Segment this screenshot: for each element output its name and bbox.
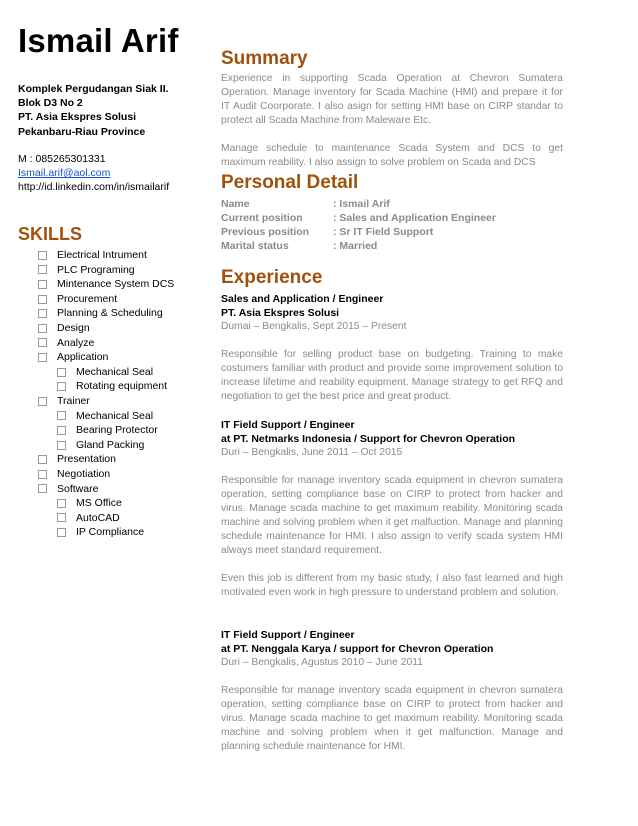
job-company: at PT. Netmarks Indonesia / Support for Chevron Operation — [221, 433, 516, 445]
bullet-box-icon — [38, 484, 47, 493]
skill-subitem — [57, 379, 174, 394]
skill-subitem — [57, 525, 174, 540]
detail-row — [221, 211, 496, 225]
detail-label: Previous position — [221, 226, 310, 238]
contact-block — [18, 152, 169, 195]
skill-label: Gland Packing — [76, 438, 145, 451]
bullet-box-icon — [57, 368, 66, 377]
address-line: Blok D3 No 2 — [18, 97, 83, 110]
skill-label: IP Compliance — [76, 526, 145, 539]
bullet-box-icon — [38, 265, 47, 274]
summary-paragraph: Experience in supporting Scada Operation at Chevron Sumatera Operation. Manage inventory for Scada Machine (HMI) and prepare it for IT Audit Coorporate. I also asign for setting HMI base on CIRP standar to protect all Scada Machine from Maleware Etc. — [221, 73, 563, 126]
skill-label: Procurement — [57, 292, 118, 305]
linkedin-url: http://id.linkedin.com/in/ismailarif — [18, 181, 170, 194]
skill-label: AutoCAD — [76, 511, 120, 524]
skill-label: Application — [57, 351, 109, 364]
bullet-box-icon — [38, 455, 47, 464]
experience-heading: Experience — [221, 267, 323, 288]
bullet-box-icon — [38, 251, 47, 260]
skill-label: Mechanical Seal — [76, 365, 154, 378]
detail-value: : Ismail Arif — [333, 198, 390, 210]
bullet-box-icon — [38, 309, 47, 318]
skill-label: Negotiation — [57, 467, 111, 480]
bullet-box-icon — [57, 528, 66, 537]
skill-item — [38, 350, 174, 365]
skill-item — [38, 321, 174, 336]
skill-label: Planning & Scheduling — [57, 307, 163, 320]
job-title: Sales and Application / Engineer — [221, 293, 384, 305]
skill-label: Rotating equipment — [76, 380, 168, 393]
skill-item — [38, 263, 174, 278]
skill-label: Electrical Intrument — [57, 249, 147, 261]
skill-item — [38, 248, 174, 263]
detail-row — [221, 197, 496, 211]
skill-subitem — [57, 438, 174, 453]
bullet-box-icon — [57, 411, 66, 420]
skills-list — [38, 248, 174, 540]
skill-label: Software — [57, 482, 99, 495]
address-line: PT. Asia Ekspres Solusi — [18, 111, 137, 124]
summary-paragraph: Manage schedule to maintenance Scada System and DCS to get maximum reability. I also assign to solve problem on Scada and DCS — [221, 143, 563, 168]
job-period: Dumai – Bengkalis, Sept 2015 – Present — [221, 321, 407, 332]
resume-name: Ismail Arif — [18, 22, 179, 59]
skill-subitem — [57, 511, 174, 526]
job-company: PT. Asia Ekspres Solusi — [221, 307, 340, 319]
skill-label: MS Office — [76, 497, 122, 510]
bullet-box-icon — [57, 499, 66, 508]
detail-row — [221, 239, 496, 253]
job-period: Duri – Bengkalis, Agustus 2010 – June 2011 — [221, 657, 423, 668]
skills-heading: SKILLS — [18, 224, 83, 244]
skill-item — [38, 394, 174, 409]
skill-label: PLC Programing — [57, 263, 135, 276]
summary-heading: Summary — [221, 48, 308, 69]
email-link[interactable]: Ismail.arif@aol.com — [18, 167, 111, 180]
skill-label: Analyze — [57, 336, 95, 349]
skill-item — [38, 467, 174, 482]
job-company: at PT. Nenggala Karya / support for Chevron Operation — [221, 643, 494, 655]
detail-value: : Married — [333, 240, 378, 252]
skill-subitem — [57, 423, 174, 438]
job-period: Duri – Bengkalis, June 2011 – Oct 2015 — [221, 447, 403, 458]
skill-label: Mintenance System DCS — [57, 278, 175, 291]
skill-item — [38, 292, 174, 307]
skill-label: Mechanical Seal — [76, 409, 154, 422]
detail-value: : Sales and Application Engineer — [333, 212, 496, 224]
bullet-box-icon — [57, 382, 66, 391]
skill-item — [38, 336, 174, 351]
job-description: Responsible for manage inventory scada equipment in chevron sumatera operation, setting compliance base on CIRP to protect from hacker and virus. Manage scada machine to get maximum reability. Monitoring scada machine and solving problem when it get malfuction. Manage and planning schedule maintenance for HMI. I also assign to verify scada system HMI always meet standard requirement. — [221, 475, 563, 556]
phone-number: M : 085265301331 — [18, 153, 106, 165]
bullet-box-icon — [57, 513, 66, 522]
job-title: IT Field Support / Engineer — [221, 629, 355, 641]
bullet-box-icon — [57, 426, 66, 435]
bullet-box-icon — [38, 397, 47, 406]
skill-subitem — [57, 365, 174, 380]
detail-label: Name — [221, 198, 250, 210]
job-title: IT Field Support / Engineer — [221, 419, 355, 431]
personal-detail-heading: Personal Detail — [221, 172, 359, 193]
skill-item — [38, 277, 174, 292]
bullet-box-icon — [38, 353, 47, 362]
detail-label: Current position — [221, 212, 303, 224]
skill-subitem — [57, 409, 174, 424]
bullet-box-icon — [38, 324, 47, 333]
bullet-box-icon — [38, 470, 47, 479]
detail-label: Marital status — [221, 240, 289, 252]
job-description: Even this job is different from my basic study, I also fast learned and high motivated even work in high pressure to understand problem and solution. — [221, 573, 563, 598]
address-line: Komplek Pergudangan Siak II. — [18, 83, 169, 95]
bullet-box-icon — [38, 338, 47, 347]
bullet-box-icon — [38, 295, 47, 304]
skill-label: Design — [57, 321, 90, 334]
job-description: Responsible for selling product base on budgeting. Training to make costumers familiar with product and provide some improvement solution to increase lifetime and reability equipment. Manage strategy to get RFQ and negotiation to get the best price and great product. — [221, 349, 563, 402]
address-line: Pekanbaru-Riau Province — [18, 125, 146, 138]
bullet-box-icon — [57, 441, 66, 450]
skill-label: Bearing Protector — [76, 424, 158, 437]
address-block — [18, 82, 169, 139]
skill-item — [38, 452, 174, 467]
personal-detail-table — [221, 197, 496, 253]
job-description: Responsible for manage inventory scada equipment in chevron sumatera operation, setting compliance base on CIRP to protect from hacker and virus. Manage scada machine to get maximum reability. Monitoring scada machine and solving problem when it get malfunction. Manage and planning schedule maintenance for HMI. — [221, 685, 563, 752]
bullet-box-icon — [38, 280, 47, 289]
detail-value: : Sr IT Field Support — [333, 226, 434, 238]
detail-row — [221, 225, 496, 239]
skill-label: Trainer — [57, 394, 90, 407]
skill-item — [38, 306, 174, 321]
skill-item — [38, 482, 174, 497]
skill-subitem — [57, 496, 174, 511]
skill-label: Presentation — [57, 453, 116, 466]
